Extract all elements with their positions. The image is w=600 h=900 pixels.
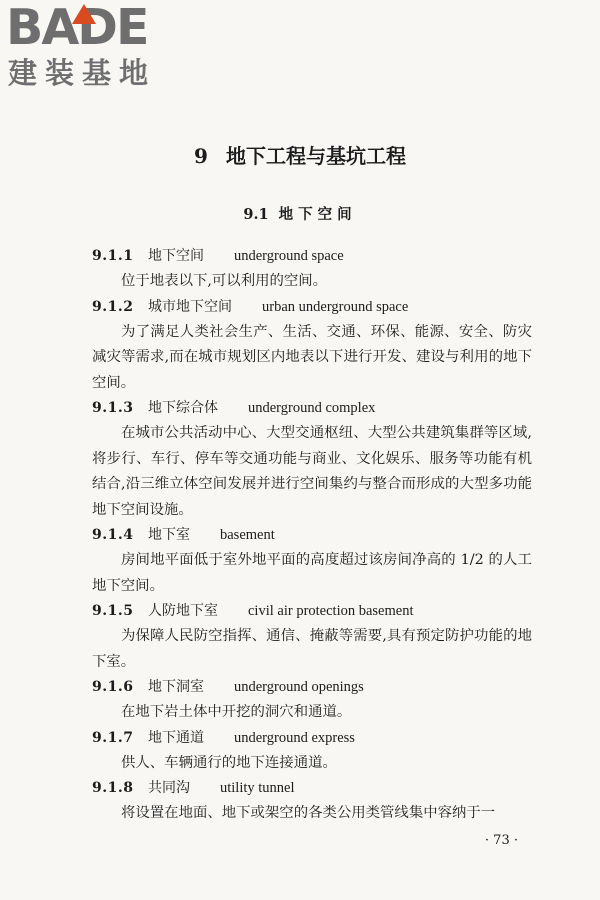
term-chinese: 共同沟 <box>148 780 190 796</box>
bade-logo <box>6 2 176 90</box>
term-number: 9.1.6 <box>92 679 134 695</box>
term-definition: 在城市公共活动中心、大型交通枢纽、大型公共建筑集群等区域,将步行、车行、停车等交通功能与商业、文化娱乐、服务等功能有机结合,沿三维立体空间发展并进行空间集约与整合而形成的大型多功能地下空间设施。 <box>92 425 532 518</box>
term-definition: 为保障人民防空指挥、通信、掩蔽等需要,具有预定防护功能的地下室。 <box>92 628 532 670</box>
term-english: basement <box>220 527 275 543</box>
term-english: underground openings <box>234 679 364 695</box>
page-number: · 73 · <box>484 833 518 848</box>
term-chinese: 地下空间 <box>148 248 204 264</box>
term-english: underground space <box>234 248 344 264</box>
logo-brand: BADE <box>6 0 148 56</box>
term-heading <box>92 295 532 320</box>
chapter-title <box>0 142 600 170</box>
terms-list <box>92 244 532 827</box>
section-title-text: 地下空间 <box>278 206 357 223</box>
term-chinese: 地下室 <box>148 527 190 543</box>
term-number: 9.1.1 <box>92 248 134 264</box>
logo-subtitle: 建装基地 <box>8 56 157 90</box>
term-number: 9.1.4 <box>92 527 134 543</box>
term-heading <box>92 726 532 751</box>
term-chinese: 地下洞室 <box>148 679 204 695</box>
term-entry <box>92 295 532 397</box>
term-number: 9.1.2 <box>92 298 134 315</box>
term-english: utility tunnel <box>220 780 295 796</box>
term-number: 9.1.3 <box>92 400 134 416</box>
term-heading <box>92 523 532 548</box>
term-english: urban underground space <box>262 298 409 315</box>
term-heading <box>92 599 532 624</box>
term-english: underground complex <box>248 400 376 416</box>
term-entry <box>92 523 532 599</box>
term-chinese: 地下综合体 <box>148 400 218 416</box>
term-entry <box>92 675 532 726</box>
logo-accent-triangle <box>72 4 96 24</box>
term-heading <box>92 396 532 421</box>
section-number: 9.1 <box>243 206 269 223</box>
term-entry <box>92 776 532 827</box>
term-heading <box>92 776 532 801</box>
term-definition: 将设置在地面、地下或架空的各类公用类管线集中容纳于一 <box>121 805 496 821</box>
term-chinese: 人防地下室 <box>148 603 218 619</box>
term-number: 9.1.7 <box>92 729 134 746</box>
term-definition: 在地下岩土体中开挖的洞穴和通道。 <box>121 704 352 720</box>
term-definition: 供人、车辆通行的地下连接通道。 <box>121 754 337 771</box>
term-english: civil air protection basement <box>248 603 414 619</box>
chapter-title-text: 地下工程与基坑工程 <box>225 144 406 168</box>
term-chinese: 城市地下空间 <box>148 298 232 315</box>
term-number: 9.1.8 <box>92 780 134 796</box>
term-number: 9.1.5 <box>92 603 134 619</box>
term-heading <box>92 675 532 700</box>
term-entry <box>92 599 532 675</box>
term-entry <box>92 396 532 523</box>
term-definition: 为了满足人类社会生产、生活、交通、环保、能源、安全、防灾减灾等需求,而在城市规划区内地表以下进行开发、建设与利用的地下空间。 <box>92 323 532 391</box>
term-chinese: 地下通道 <box>148 729 204 746</box>
term-definition: 房间地平面低于室外地平面的高度超过该房间净高的 1/2 的人工地下空间。 <box>92 552 532 594</box>
chapter-number: 9 <box>194 144 208 168</box>
term-definition: 位于地表以下,可以利用的空间。 <box>121 273 328 289</box>
section-title <box>0 204 600 226</box>
term-entry <box>92 244 532 295</box>
term-entry <box>92 726 532 777</box>
term-english: underground express <box>234 729 355 746</box>
term-heading <box>92 244 532 269</box>
